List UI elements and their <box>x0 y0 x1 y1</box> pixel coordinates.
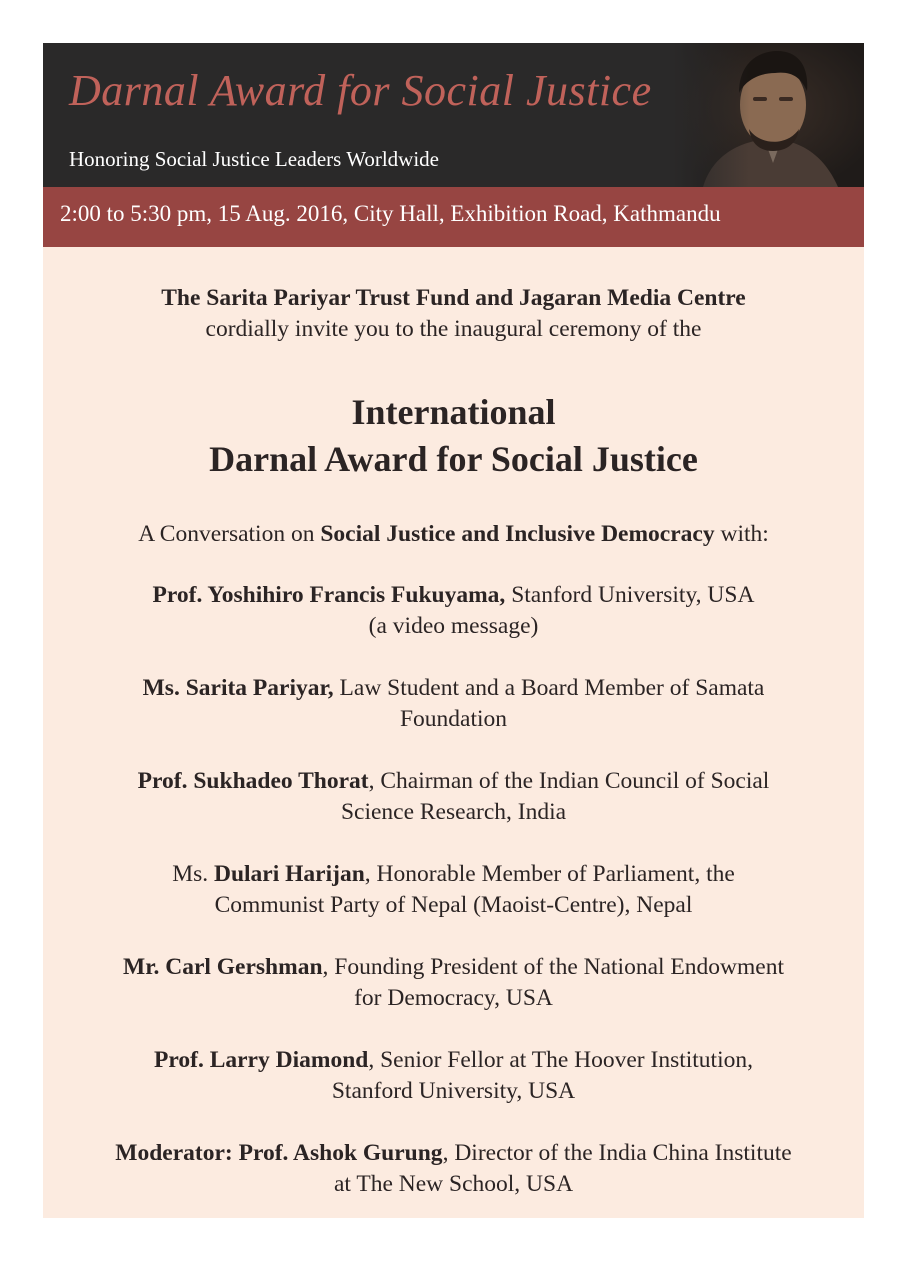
speaker-name: Prof. Larry Diamond <box>154 1047 369 1073</box>
speaker-line1 <box>43 673 864 704</box>
speaker-line1 <box>43 766 864 797</box>
speaker-line2: Communist Party of Nepal (Maoist-Centre), Nepal <box>214 892 693 918</box>
invitation-card <box>43 43 864 1218</box>
host-organizations: The Sarita Pariyar Trust Fund and Jagaran Media Centre <box>161 285 746 311</box>
speaker-line1 <box>43 952 864 983</box>
speaker-line2: for Democracy, USA <box>354 985 553 1011</box>
speaker-item <box>43 580 864 642</box>
speaker-affiliation: Stanford University, USA <box>505 582 755 608</box>
speaker-line1 <box>43 1138 864 1169</box>
invitation-body <box>43 247 864 1200</box>
speaker-item <box>43 952 864 1014</box>
moderator-name: Moderator: Prof. Ashok Gurung <box>115 1140 443 1166</box>
moderator-item <box>43 1138 864 1200</box>
speaker-line2: (a video message) <box>368 613 539 639</box>
speaker-affiliation: Law Student and a Board Member of Samata <box>333 675 765 701</box>
speaker-affiliation: , Honorable Member of Parliament, the <box>364 861 735 887</box>
speaker-line1 <box>43 1045 864 1076</box>
speaker-line2: at The New School, USA <box>333 1171 574 1197</box>
conversation-prefix: A Conversation on <box>138 521 321 547</box>
event-details-banner <box>43 187 864 247</box>
invite-text: cordially invite you to the inaugural ceremony of the <box>205 316 702 342</box>
speaker-item <box>43 673 864 735</box>
portrait-photo <box>673 43 864 187</box>
speaker-line2: Science Research, India <box>340 799 567 825</box>
event-details: 2:00 to 5:30 pm, 15 Aug. 2016, City Hall, Exhibition Road, Kathmandu <box>60 201 721 226</box>
header-subtitle: Honoring Social Justice Leaders Worldwide <box>69 147 440 171</box>
speaker-affiliation: , Chairman of the Indian Council of Social <box>368 768 770 794</box>
conversation-line <box>43 519 864 550</box>
speaker-name: Dulari Harijan <box>213 861 365 887</box>
conversation-suffix: with: <box>714 521 769 547</box>
conversation-topic: Social Justice and Inclusive Democracy <box>320 521 715 547</box>
speaker-line1 <box>43 859 864 890</box>
speaker-affiliation: , Senior Fellor at The Hoover Institution, <box>368 1047 753 1073</box>
header <box>43 43 864 187</box>
event-title-line2: Darnal Award for Social Justice <box>209 439 698 479</box>
event-title-line1: International <box>351 392 556 432</box>
event-title <box>43 389 864 483</box>
speaker-affiliation: , Director of the India China Institute <box>442 1140 792 1166</box>
speaker-affiliation: , Founding President of the National Endowment <box>322 954 784 980</box>
speaker-name: Prof. Sukhadeo Thorat <box>137 768 369 794</box>
speaker-name: Mr. Carl Gershman <box>123 954 323 980</box>
speaker-item <box>43 1045 864 1107</box>
speaker-line2: Foundation <box>399 706 508 732</box>
speaker-name: Prof. Yoshihiro Francis Fukuyama, <box>152 582 506 608</box>
speaker-line1 <box>43 580 864 611</box>
speaker-item <box>43 859 864 921</box>
speaker-item <box>43 766 864 828</box>
host-statement <box>43 283 864 345</box>
award-title: Darnal Award for Social Justice <box>69 66 652 115</box>
speaker-name: Ms. Sarita Pariyar, <box>142 675 334 701</box>
speaker-prefix: Ms. <box>172 861 214 887</box>
speaker-line2: Stanford University, USA <box>331 1078 576 1104</box>
